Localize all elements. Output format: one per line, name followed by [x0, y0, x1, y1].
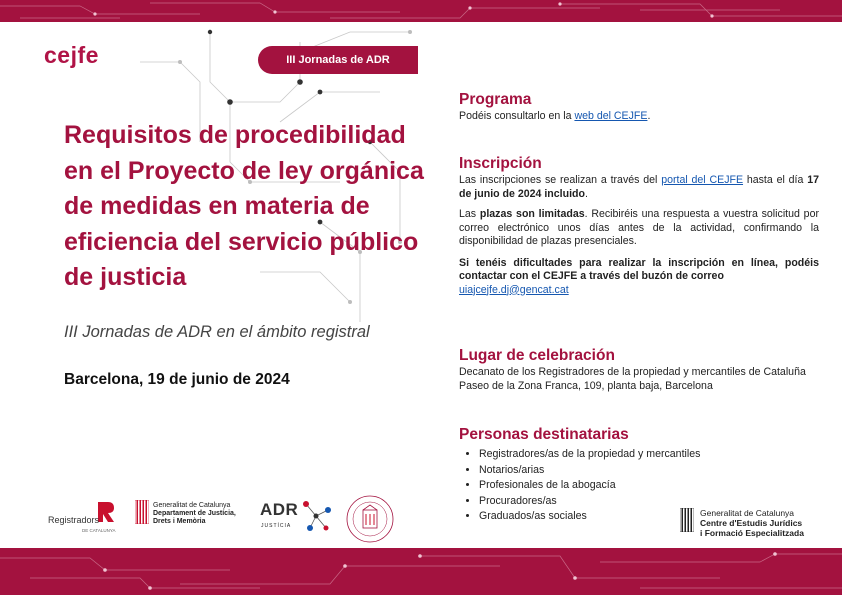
- lugar-section: [459, 346, 819, 393]
- list-item: • Registradores/as de la propiedad y mercantiles: [479, 447, 819, 463]
- band-pattern-icon: [0, 548, 842, 595]
- lugar-line-2: Paseo de la Zona Franca, 109, planta baja, Barcelona: [459, 379, 713, 392]
- inscripcion-heading: Inscripción: [459, 155, 542, 172]
- inscripcion-p1-end: .: [584, 187, 588, 200]
- departament-line-2: Drets i Memòria: [153, 518, 206, 525]
- bottom-decorative-band: [0, 548, 842, 595]
- inscripcion-paragraph-2: [459, 208, 819, 249]
- programa-text-after: .: [647, 110, 651, 122]
- registradors-subtext: DE CATALUNYA: [82, 528, 116, 533]
- top-decorative-band: [0, 0, 842, 22]
- page-title: Requisitos de procedibilidad en el Proyecto de ley orgánica de medidas en materia de eficiencia del servicio público de justicia: [64, 121, 424, 291]
- lugar-heading: Lugar de celebración: [459, 347, 615, 364]
- list-item: • Procuradores/as: [479, 494, 819, 510]
- inscripcion-paragraph-1: [459, 174, 819, 201]
- programa-heading: Programa: [459, 91, 532, 108]
- senyera-icon: [135, 500, 149, 524]
- inscripcion-deadline: 17 de junio de 2024 incluido: [459, 174, 819, 200]
- page-subtitle: III Jornadas de ADR en el ámbito registral: [64, 323, 370, 341]
- inscripcion-p2-rest: . Recibiréis una respuesta a vuestra solicitud por correo electrónico unos días antes de la actividad, confirmando la disponibilidad de plazas presenciales.: [459, 208, 819, 247]
- centre-line-1: Centre d'Estudis Jurídics: [700, 518, 803, 528]
- programa-text: [459, 110, 819, 124]
- list-item: • Profesionales de la abogacía: [479, 478, 819, 494]
- seal-icon: [345, 494, 395, 544]
- inscripcion-section: [459, 154, 819, 297]
- network-icon: [298, 496, 332, 534]
- contact-note: Si tenéis dificultades para realizar la inscripción en línea, podéis contactar con el CEJFE a través del buzón de correo: [459, 256, 819, 282]
- contact-email-link[interactable]: uiajcejfe.dj@gencat.cat: [459, 283, 569, 296]
- inscripcion-p1-after: hasta el día: [743, 174, 808, 186]
- plazas-limitadas: plazas son limitadas: [479, 208, 585, 220]
- portal-cejfe-link[interactable]: portal del CEJFE: [661, 174, 744, 186]
- centre-line-2: i Formació Especialitzada: [700, 528, 804, 538]
- registradors-text: Registradors: [48, 515, 100, 525]
- list-item: • Notarios/arias: [479, 463, 819, 479]
- departament-line-1: Departament de Justícia,: [153, 510, 236, 517]
- lugar-line-1: Decanato de los Registradores de la propiedad y mercantiles de Cataluña: [459, 366, 806, 378]
- web-cejfe-link[interactable]: web del CEJFE: [574, 110, 648, 122]
- adr-text: ADR: [260, 500, 299, 519]
- band-pattern-icon: [0, 0, 842, 22]
- personas-heading: Personas destinatarias: [459, 426, 629, 443]
- gencat-text: Generalitat de Catalunya: [153, 502, 231, 509]
- list-item: • Graduados/as sociales: [479, 509, 819, 525]
- senyera-icon: [680, 508, 694, 532]
- brand-logo: cejfe: [44, 42, 99, 68]
- inscripcion-p2-pre: Las: [459, 208, 480, 220]
- inscripcion-p1-before: Las inscripciones se realizan a través del: [459, 174, 662, 186]
- event-date: Barcelona, 19 de junio de 2024: [64, 371, 290, 388]
- inscripcion-paragraph-3: [459, 257, 819, 298]
- programa-text-before: Podéis consultarlo en la: [459, 110, 575, 122]
- programa-section: [459, 90, 819, 124]
- adr-subtext: JUSTÍCIA: [261, 523, 292, 529]
- event-badge: III Jornadas de ADR: [258, 46, 418, 74]
- gencat-right-text: Generalitat de Catalunya: [700, 508, 795, 518]
